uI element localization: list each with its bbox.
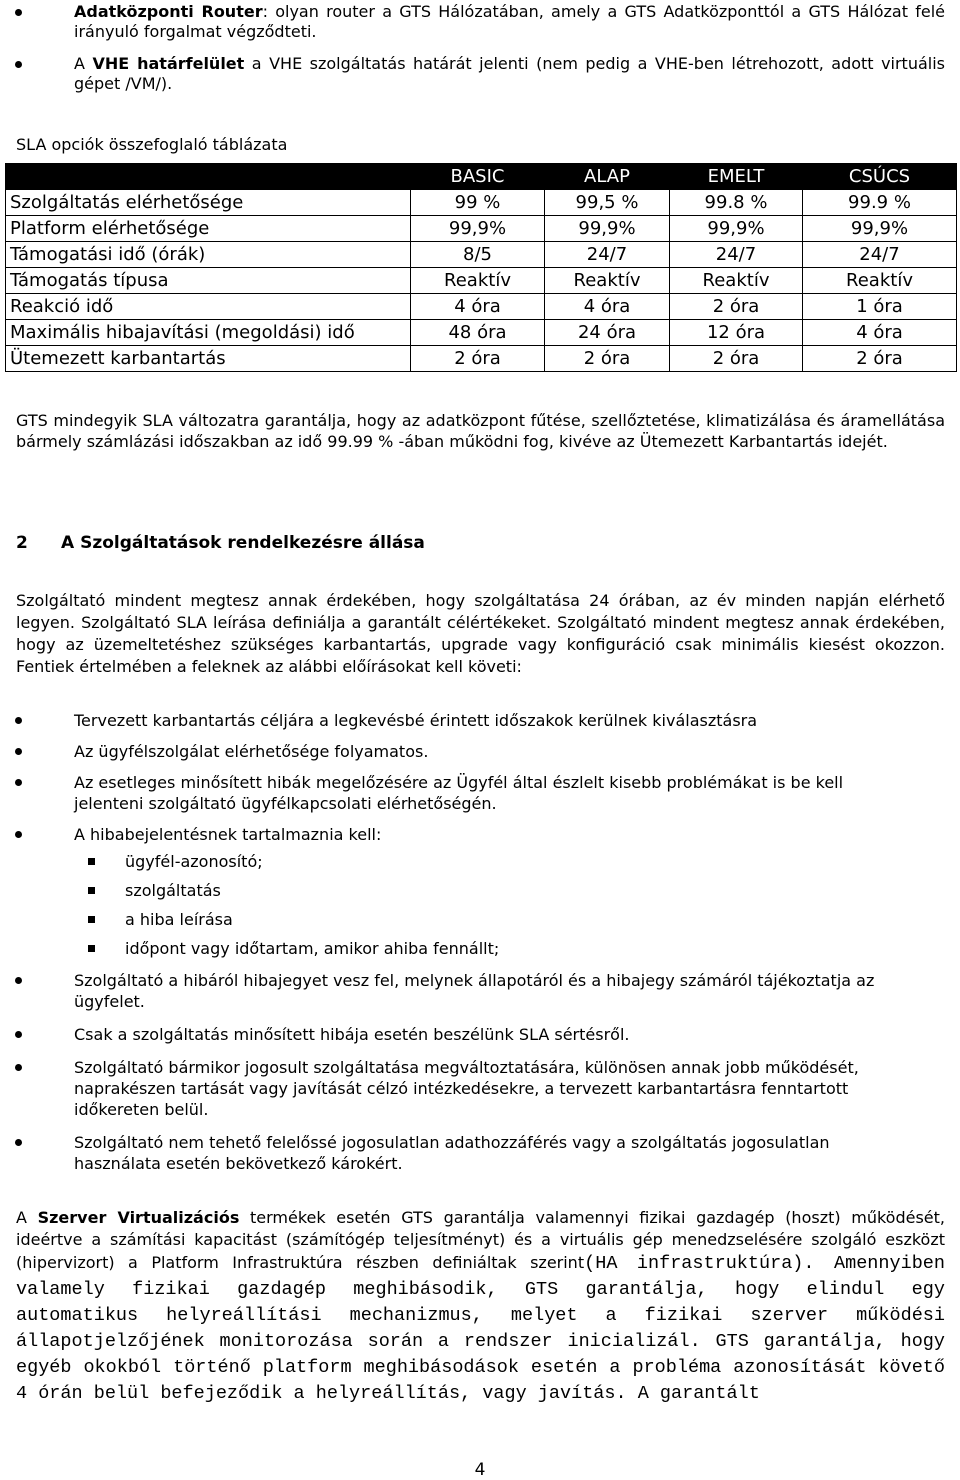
table-row: Maximális hibajavítási (megoldási) idő 48 óra 24 óra 12 óra 4 óra — [6, 320, 957, 346]
section-number: 2 — [16, 533, 28, 553]
page-number: 4 — [474, 1460, 486, 1480]
list-item: Szolgáltató a hibáról hibajegyet vesz fel, melynek állapotáról és a hibajegy számáról tájékoztatja az ügyfelet. — [0, 970, 900, 1012]
sub-list-item: szolgáltatás — [0, 881, 900, 910]
sla-table — [5, 163, 957, 372]
requirements-list — [0, 710, 900, 853]
section-title: A Szolgáltatások rendelkezésre állása — [61, 533, 425, 553]
service-terms-list — [0, 970, 900, 1174]
definition-item: Adatközponti Router: olyan router a GTS Hálózatában, amely a GTS Adatközponttól a GTS Hálózat felé irányuló forgalmat végződteti. — [0, 2, 945, 42]
gts-guarantee-paragraph: GTS mindegyik SLA változatra garantálja, hogy az adatközpont fűtése, szellőztetése, klimatizálása és áramellátása bármely számlázási időszakban az idő 99.99 % -ában működni fog, kivéve az Ütemezett Karbantartás idejét. — [16, 411, 945, 451]
header-cell: BASIC — [411, 164, 545, 190]
header-cell: CSÚCS — [803, 164, 957, 190]
sub-list-item: ügyfél-azonosító; — [0, 852, 900, 881]
sla-header-row — [6, 164, 957, 190]
table-row: Ütemezett karbantartás 2 óra 2 óra 2 óra 2 óra — [6, 346, 957, 372]
definition-list — [0, 2, 945, 94]
header-cell: ALAP — [545, 164, 670, 190]
definition-item: A VHE határfelület a VHE szolgáltatás határát jelenti (nem pedig a VHE-ben létrehozott, adott virtuális gépet /VM/). — [0, 54, 945, 94]
list-item: A hibabejelentésnek tartalmaznia kell: — [0, 824, 900, 845]
sub-list-item: a hiba leírása — [0, 910, 900, 939]
section-intro-paragraph: Szolgáltató mindent megtesz annak érdekében, hogy szolgáltatása 24 órában, az év minden napján elérhető legyen. Szolgáltató SLA leírása definiálja a garantált célértékeket. Szolgáltató mindent megtesz annak érdekében, hogy az üzemeltetéshez szükséges karbantartás, upgrade vagy konfiguráció csak minimális kiesést okozzon. Fentiek értelmében a feleknek az alábbi előírásokat kell követi: — [16, 591, 945, 676]
report-contents-list — [0, 852, 900, 968]
list-item: Tervezett karbantartás céljára a legkevésbé érintett időszakok kerülnek kiválasztásra — [0, 710, 900, 731]
header-cell — [6, 164, 411, 190]
list-item: Az ügyfélszolgálat elérhetősége folyamatos. — [0, 741, 900, 762]
list-item: Szolgáltató bármikor jogosult szolgáltatása megváltoztatására, különösen annak jobb működését, naprakészen tartását vagy javítását célzó intézkedésekre, a tervezett karbantartásra fenntartott időkereten belül. — [0, 1057, 900, 1120]
large-text: (HA infrastruktúra). Amennyiben valamely fizikai gazdagép meghibásodik, GTS garantálja, hogy elindul egy automatikus helyreállítási mechanizmus, melyet a fizikai szerver működési állapotjelzőjének monitorozása során a rendszer inicializál. GTS garantálja, hogy egyéb okokból történő platform meghibásodások esetén a probléma azonosítását követő 4 órán belül befejeződik a helyreállítás, vagy javítás. A garantált — [16, 1253, 946, 1404]
term: Adatközponti Router — [74, 2, 263, 21]
table-row: Platform elérhetősége 99,9% 99,9% 99,9% 99,9% — [6, 216, 957, 242]
term: VHE határfelület — [92, 54, 245, 73]
sla-table-title: SLA opciók összefoglaló táblázata — [16, 135, 288, 154]
virtualization-paragraph: A Szerver Virtualizációs termékek esetén GTS garantálja valamennyi fizikai gazdagép (hoszt) működését, ideértve a számítási kapacitást (számítógép teljesítményt) és a virtuális gép menedzselésére szolgáló eszközt (hipervizort) a Platform Infrastruktúra részben definiáltak szerint(HA infrastruktúra). Amennyiben valamely fizikai gazdagép meghibásodik, GTS garantálja, hogy elindul egy automatikus helyreállítási mechanizmus, melyet a fizikai szerver működési állapotjelzőjének monitorozása során a rendszer inicializál. GTS garantálja, hogy egyéb okokból történő platform meghibásodások esetén a probléma azonosítását követő 4 órán belül befejeződik a helyreállítás, vagy javítás. A garantált — [16, 1208, 946, 1404]
section-heading — [16, 533, 425, 553]
list-item: Csak a szolgáltatás minősített hibája esetén beszélünk SLA sértésről. — [0, 1024, 900, 1045]
table-row: Reakció idő 4 óra 4 óra 2 óra 1 óra — [6, 294, 957, 320]
list-item: Szolgáltató nem tehető felelőssé jogosulatlan adathozzáférés vagy a szolgáltatás jogosulatlan használata esetén bekövetkező károkért. — [0, 1132, 900, 1174]
header-cell: EMELT — [670, 164, 803, 190]
list-item: Az esetleges minősített hibák megelőzésére az Ügyfél által észlelt kisebb problémákat is be kell jelenteni szolgáltató ügyfélkapcsolati elérhetőségén. — [0, 772, 900, 814]
table-row: Támogatás típusa Reaktív Reaktív Reaktív Reaktív — [6, 268, 957, 294]
table-row: Szolgáltatás elérhetősége 99 % 99,5 % 99.8 % 99.9 % — [6, 190, 957, 216]
sub-list-item: időpont vagy időtartam, amikor ahiba fennállt; — [0, 939, 900, 968]
product-name: Szerver Virtualizációs — [37, 1208, 240, 1227]
table-row: Támogatási idő (órák) 8/5 24/7 24/7 24/7 — [6, 242, 957, 268]
